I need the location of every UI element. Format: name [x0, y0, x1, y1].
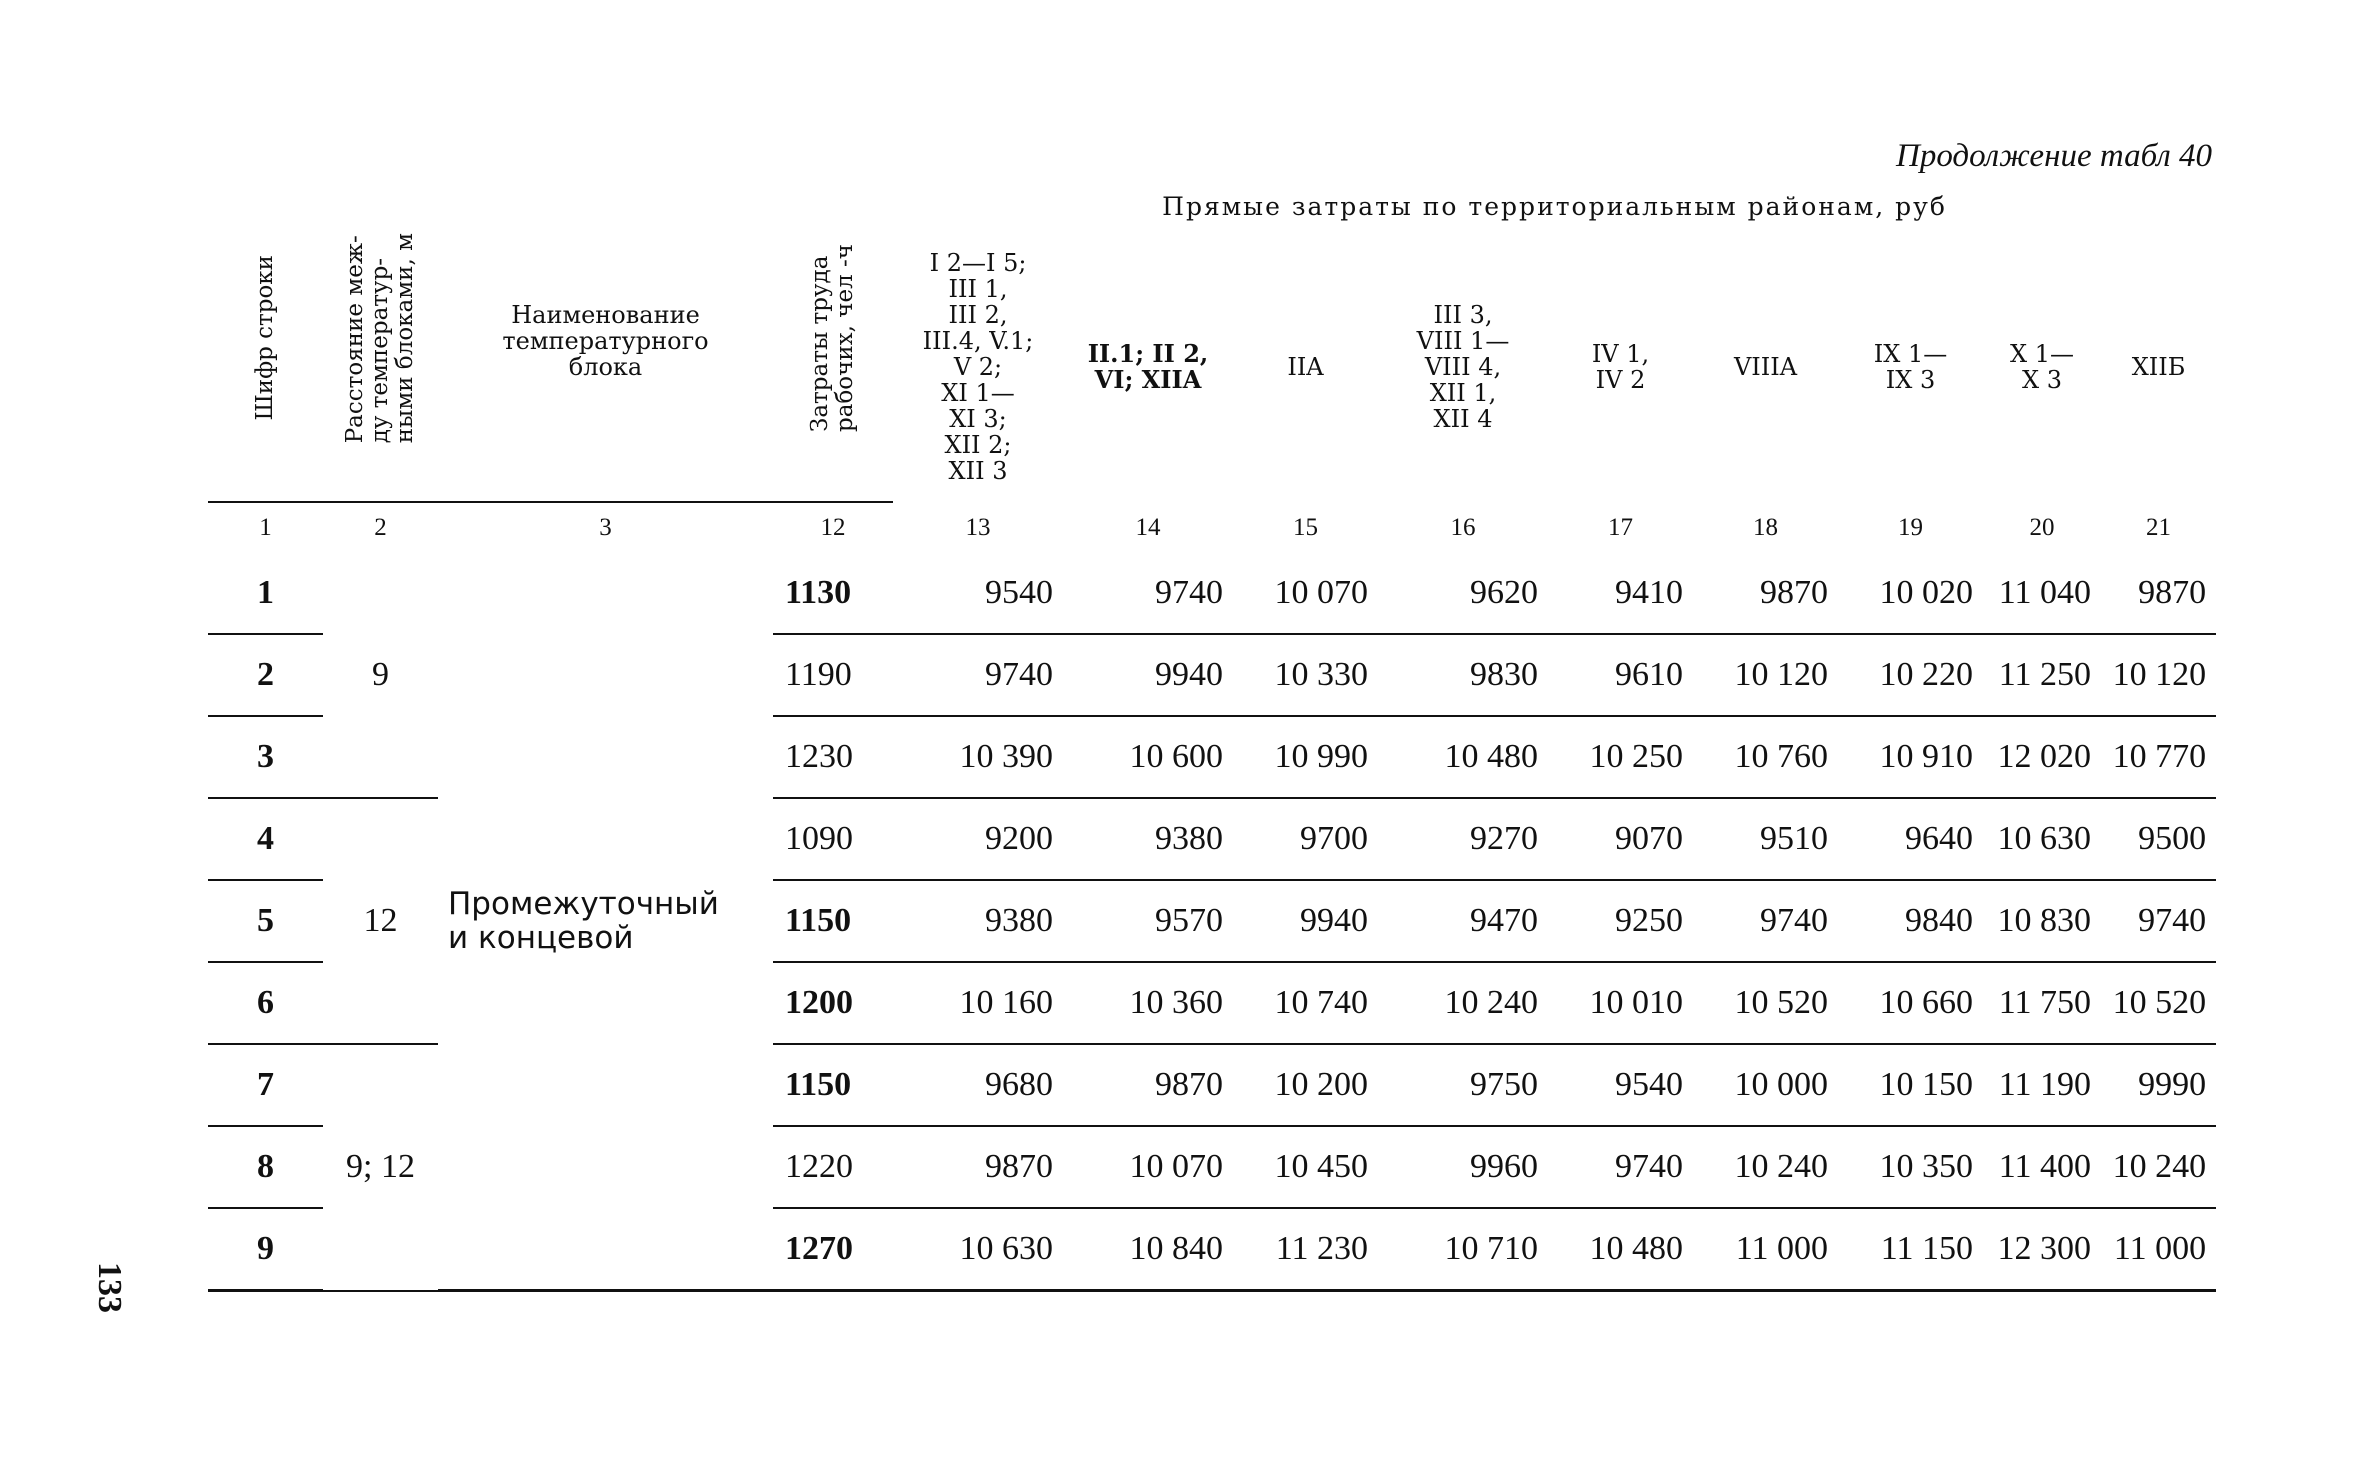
direct-cost-cell: 9270: [1378, 798, 1548, 880]
header-name-text: Наименование температурного блока: [502, 300, 709, 381]
direct-cost-cell: 10 150: [1838, 1044, 1983, 1126]
direct-cost-cell: 9870: [1693, 553, 1838, 634]
block-name-cell: Промежуточный и концевой: [438, 553, 773, 1291]
header-region-13: [893, 232, 1063, 502]
header-region-21: [2101, 232, 2216, 502]
header-region-text: IV 1, IV 2: [1591, 340, 1650, 394]
distance-cell: 9: [323, 553, 438, 798]
direct-cost-cell: 9830: [1378, 634, 1548, 716]
labor-cost-cell: 1230: [773, 716, 893, 798]
direct-cost-cell: 9250: [1548, 880, 1693, 962]
direct-cost-cell: 10 480: [1378, 716, 1548, 798]
header-region-text: X 1— X 3: [2010, 340, 2074, 394]
labor-cost-cell: 1190: [773, 634, 893, 716]
header-region-18: [1693, 232, 1838, 502]
direct-cost-cell: 11 250: [1983, 634, 2101, 716]
header-region-19: [1838, 232, 1983, 502]
header-name: [438, 180, 773, 502]
direct-cost-cell: 10 200: [1233, 1044, 1378, 1126]
direct-cost-cell: 9870: [1063, 1044, 1233, 1126]
direct-cost-cell: 9740: [1548, 1126, 1693, 1208]
direct-cost-cell: 9540: [1548, 1044, 1693, 1126]
column-number: 1: [259, 514, 272, 541]
direct-cost-cell: 9410: [1548, 553, 1693, 634]
row-code: 9: [208, 1208, 323, 1291]
direct-cost-cell: 10 630: [893, 1208, 1063, 1291]
direct-cost-cell: 10 770: [2101, 716, 2216, 798]
direct-cost-cell: 10 360: [1063, 962, 1233, 1044]
direct-cost-cell: 9990: [2101, 1044, 2216, 1126]
direct-cost-cell: 9610: [1548, 634, 1693, 716]
direct-cost-cell: 11 000: [2101, 1208, 2216, 1291]
direct-cost-cell: 10 450: [1233, 1126, 1378, 1208]
header-region-16: [1378, 232, 1548, 502]
direct-cost-cell: 9540: [893, 553, 1063, 634]
header-region-14: [1063, 232, 1233, 502]
column-number: 19: [1898, 513, 1923, 541]
direct-cost-cell: 9380: [1063, 798, 1233, 880]
direct-cost-cell: 10 160: [893, 962, 1063, 1044]
direct-cost-cell: 10 910: [1838, 716, 1983, 798]
header-distance-text: Расстояние меж- ду температур- ными блоками, м: [342, 232, 418, 444]
direct-cost-cell: 12 300: [1983, 1208, 2101, 1291]
row-code: 6: [208, 962, 323, 1044]
column-number: 20: [2029, 513, 2055, 541]
direct-cost-cell: 10 020: [1838, 553, 1983, 634]
direct-cost-cell: 10 070: [1063, 1126, 1233, 1208]
header-region-text: XIIБ: [2131, 353, 2186, 381]
header-labor: [773, 180, 893, 502]
distance-cell: 12: [323, 798, 438, 1044]
row-code: 7: [208, 1044, 323, 1126]
direct-cost-cell: 9870: [893, 1126, 1063, 1208]
labor-cost-cell: 1220: [773, 1126, 893, 1208]
labor-cost-cell: 1200: [773, 962, 893, 1044]
header-region-17: [1548, 232, 1693, 502]
direct-cost-cell: 9680: [893, 1044, 1063, 1126]
column-number: 2: [374, 514, 387, 541]
header-region-text: IIA: [1287, 353, 1324, 381]
direct-cost-cell: 9740: [893, 634, 1063, 716]
direct-cost-cell: 10 010: [1548, 962, 1693, 1044]
direct-cost-cell: 10 390: [893, 716, 1063, 798]
direct-cost-cell: 10 250: [1548, 716, 1693, 798]
row-code: 2: [208, 634, 323, 716]
column-number: 16: [1450, 513, 1476, 541]
direct-cost-cell: 10 120: [2101, 634, 2216, 716]
direct-cost-cell: 9700: [1233, 798, 1378, 880]
direct-cost-cell: 9640: [1838, 798, 1983, 880]
direct-cost-cell: 10 760: [1693, 716, 1838, 798]
direct-cost-cell: 9750: [1378, 1044, 1548, 1126]
header-region-text: VIIIA: [1733, 353, 1798, 381]
direct-cost-cell: 10 240: [1378, 962, 1548, 1044]
distance-cell: 9; 12: [323, 1044, 438, 1291]
column-number: 21: [2146, 513, 2172, 541]
header-direct-costs: Прямые затраты по территориальным районам, руб: [1162, 191, 1947, 221]
direct-cost-cell: 12 020: [1983, 716, 2101, 798]
row-code: 4: [208, 798, 323, 880]
direct-cost-cell: 11 000: [1693, 1208, 1838, 1291]
column-number: 14: [1135, 513, 1161, 541]
header-region-text: III 3, VIII 1— VIII 4, XII 1, XII 4: [1416, 301, 1510, 433]
row-code: 8: [208, 1126, 323, 1208]
row-code: 3: [208, 716, 323, 798]
direct-cost-cell: 10 120: [1693, 634, 1838, 716]
direct-cost-cell: 9940: [1063, 634, 1233, 716]
header-labor-text: Затраты труда рабочих, чел -ч: [807, 244, 858, 432]
direct-cost-cell: 9840: [1838, 880, 1983, 962]
direct-cost-cell: 10 710: [1378, 1208, 1548, 1291]
header-region-20: [1983, 232, 2101, 502]
direct-cost-cell: 10 740: [1233, 962, 1378, 1044]
direct-cost-cell: 9870: [2101, 553, 2216, 634]
direct-cost-cell: 9740: [1693, 880, 1838, 962]
direct-cost-cell: 9380: [893, 880, 1063, 962]
direct-cost-cell: 9070: [1548, 798, 1693, 880]
column-number-row: [208, 502, 2216, 553]
labor-cost-cell: 1090: [773, 798, 893, 880]
column-number: 15: [1293, 513, 1318, 541]
header-region-text: I 2—I 5; III 1, III 2, III.4, V.1; V 2; XI 1— XI 3; XII 2; XII 3: [922, 249, 1034, 485]
table-caption: Продолжение табл 40: [1896, 138, 2212, 174]
direct-cost-cell: 10 240: [1693, 1126, 1838, 1208]
direct-cost-cell: 10 480: [1548, 1208, 1693, 1291]
direct-cost-cell: 9470: [1378, 880, 1548, 962]
direct-cost-cell: 10 000: [1693, 1044, 1838, 1126]
direct-cost-cell: 11 040: [1983, 553, 2101, 634]
direct-cost-cell: 10 070: [1233, 553, 1378, 634]
direct-cost-cell: 10 660: [1838, 962, 1983, 1044]
labor-cost-cell: 1270: [773, 1208, 893, 1291]
column-number: 3: [599, 514, 612, 541]
table-row: [208, 553, 2216, 634]
direct-cost-cell: 9620: [1378, 553, 1548, 634]
direct-cost-cell: 9510: [1693, 798, 1838, 880]
direct-cost-cell: 11 190: [1983, 1044, 2101, 1126]
direct-cost-cell: 9500: [2101, 798, 2216, 880]
direct-cost-cell: 10 840: [1063, 1208, 1233, 1291]
page-number: 133: [91, 1262, 128, 1313]
header-code: [208, 180, 323, 502]
direct-cost-cell: 9960: [1378, 1126, 1548, 1208]
header-region-15: [1233, 232, 1378, 502]
direct-cost-cell: 11 150: [1838, 1208, 1983, 1291]
direct-cost-cell: 10 330: [1233, 634, 1378, 716]
direct-cost-cell: 9740: [2101, 880, 2216, 962]
direct-cost-cell: 9740: [1063, 553, 1233, 634]
labor-cost-cell: 1150: [773, 880, 893, 962]
table-body: [208, 553, 2216, 1291]
direct-cost-cell: 10 520: [1693, 962, 1838, 1044]
labor-cost-cell: 1150: [773, 1044, 893, 1126]
direct-cost-cell: 10 240: [2101, 1126, 2216, 1208]
column-number: 13: [965, 513, 991, 541]
direct-cost-cell: 10 990: [1233, 716, 1378, 798]
labor-cost-cell: 1130: [773, 553, 893, 634]
direct-cost-cell: 9940: [1233, 880, 1378, 962]
header-region-text: IX 1— IX 3: [1873, 340, 1948, 394]
direct-cost-cell: 9570: [1063, 880, 1233, 962]
column-number: 17: [1608, 513, 1633, 541]
direct-cost-cell: 11 230: [1233, 1208, 1378, 1291]
direct-cost-cell: 9200: [893, 798, 1063, 880]
direct-cost-cell: 11 750: [1983, 962, 2101, 1044]
header-distance: [323, 180, 438, 502]
direct-cost-cell: 10 630: [1983, 798, 2101, 880]
direct-cost-cell: 10 350: [1838, 1126, 1983, 1208]
cost-table: [208, 180, 2216, 1292]
column-number: 12: [820, 514, 846, 541]
row-code: 1: [208, 553, 323, 634]
row-code: 5: [208, 880, 323, 962]
direct-cost-cell: 10 520: [2101, 962, 2216, 1044]
direct-cost-cell: 10 220: [1838, 634, 1983, 716]
direct-cost-cell: 11 400: [1983, 1126, 2101, 1208]
column-number: 18: [1753, 513, 1778, 541]
direct-cost-cell: 10 600: [1063, 716, 1233, 798]
header-code-text: Шифр строки: [252, 255, 278, 421]
header-region-text: II.1; II 2, VI; XIIA: [1087, 339, 1209, 394]
direct-cost-cell: 10 830: [1983, 880, 2101, 962]
